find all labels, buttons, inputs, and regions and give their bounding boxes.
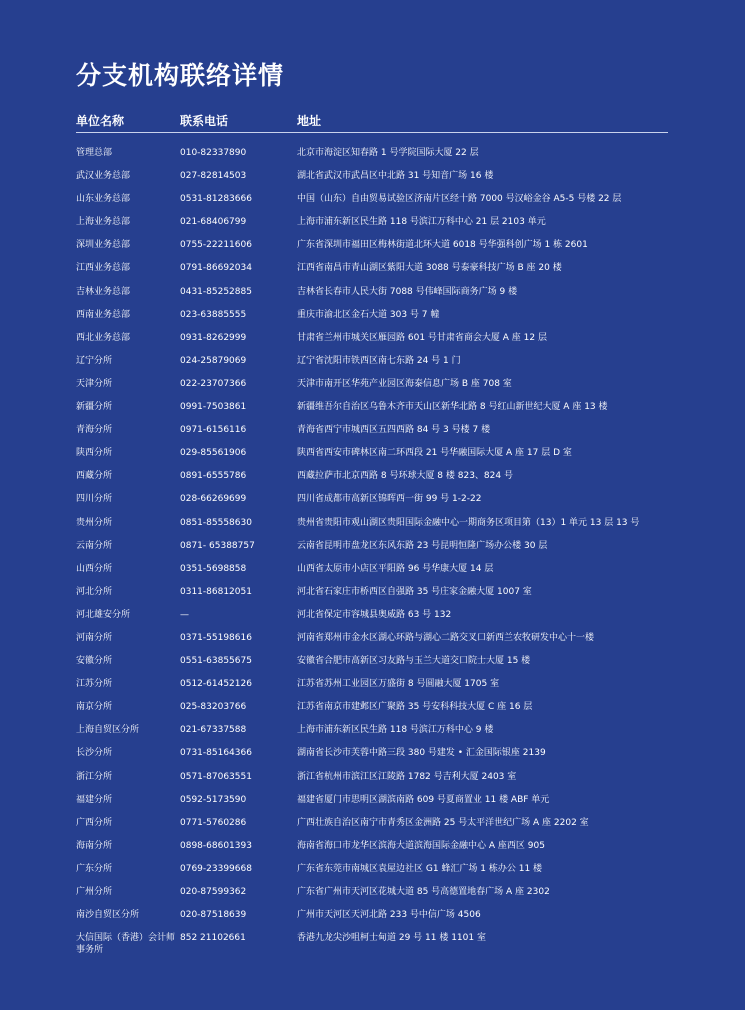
- table-row: [76, 881, 668, 904]
- branch-address: 吉林省长春市人民大街 7088 号伟峰国际商务广场 9 楼: [297, 286, 518, 297]
- branch-address: 广西壮族自治区南宁市青秀区金洲路 25 号太平洋世纪广场 A 座 2202 室: [297, 817, 589, 828]
- branch-address: 贵州省贵阳市观山湖区贵阳国际金融中心一期商务区项目第（13）1 单元 13 层 13 号: [297, 517, 640, 528]
- table-row: [76, 257, 668, 280]
- branch-phone: 0592-5173590: [180, 794, 247, 805]
- table-row: [76, 442, 668, 465]
- table-row: [76, 766, 668, 789]
- table-row: [76, 719, 668, 742]
- branch-phone: 0755-22211606: [180, 240, 252, 251]
- branch-address: 广东省深圳市福田区梅林街道北环大道 6018 号华强科创广场 1 栋 2601: [297, 240, 588, 251]
- branch-phone: 020-87599362: [180, 887, 247, 897]
- branch-phone: —: [180, 609, 189, 620]
- table-row: [76, 512, 668, 535]
- branch-name: 江苏分所: [76, 679, 113, 690]
- branch-phone: 0769-23399668: [180, 863, 252, 874]
- branch-name: 辽宁分所: [76, 355, 113, 366]
- branch-phone: 0991-7503861: [180, 402, 247, 413]
- branch-name: 云南分所: [76, 540, 113, 551]
- branch-phone: 0371-55198616: [180, 632, 252, 643]
- branch-phone: 0791-86692034: [180, 263, 252, 274]
- branch-name: 上海自贸区分所: [76, 725, 140, 736]
- branch-address: 广东省东莞市南城区袁屋边社区 G1 蜂汇广场 1 栋办公 11 楼: [297, 863, 543, 874]
- branch-address: 河北省保定市容城县奥威路 63 号 132: [297, 609, 452, 620]
- branch-name: 河北雄安分所: [76, 609, 131, 620]
- table-row: [76, 327, 668, 350]
- table-row: [76, 211, 668, 234]
- table-row: [76, 142, 668, 165]
- branch-name: 广州分所: [76, 887, 113, 897]
- table-row: [76, 188, 668, 211]
- table-row: [76, 373, 668, 396]
- page-title: 分支机构联络详情: [76, 61, 285, 90]
- branch-phone: 0771-5760286: [180, 817, 247, 828]
- branch-phone: 025-83203766: [180, 702, 247, 713]
- branch-name: 西南业务总部: [76, 309, 131, 320]
- table-row: [76, 396, 668, 419]
- branch-name: 南京分所: [76, 702, 113, 713]
- branch-address: 四川省成都市高新区锦晖西一街 99 号 1-2-22: [297, 494, 482, 505]
- branch-address: 西藏拉萨市北京西路 8 号环球大厦 8 楼 823、824 号: [297, 471, 513, 482]
- branch-address: 福建省厦门市思明区湖滨南路 609 号夏商置业 11 楼 ABF 单元: [297, 794, 550, 805]
- branch-address: 辽宁省沈阳市铁西区南七东路 24 号 1 门: [297, 355, 461, 366]
- branch-address: 海南省海口市龙华区滨海大道滨海国际金融中心 A 座西区 905: [297, 840, 545, 851]
- branch-name: 贵州分所: [76, 517, 113, 528]
- table-row: [76, 627, 668, 650]
- branch-address: 浙江省杭州市滨江区江陵路 1782 号吉利大厦 2403 室: [297, 771, 517, 782]
- branch-phone: 0898-68601393: [180, 840, 252, 851]
- branch-address: 天津市南开区华苑产业园区海泰信息广场 B 座 708 室: [297, 378, 512, 389]
- table-row: [76, 696, 668, 719]
- branch-name: 河北分所: [76, 586, 113, 597]
- branch-phone: 027-82814503: [180, 171, 247, 182]
- table-row: [76, 927, 668, 963]
- branch-address: 广东省广州市天河区花城大道 85 号高德置地春广场 A 座 2302: [297, 887, 550, 897]
- header-address: 地址: [297, 114, 322, 128]
- header-phone: 联系电话: [180, 114, 229, 128]
- branch-address: 陕西省西安市碑林区南二环西段 21 号华融国际大厦 A 座 17 层 D 室: [297, 448, 572, 459]
- table-row: [76, 904, 668, 927]
- branch-address: 新疆维吾尔自治区乌鲁木齐市天山区新华北路 8 号红山新世纪大厦 A 座 13 楼: [297, 402, 608, 413]
- branch-address: 上海市浦东新区民生路 118 号滨江万科中心 9 楼: [297, 725, 494, 736]
- table-row: [76, 304, 668, 327]
- table-row: [76, 281, 668, 304]
- branch-phone: 0871- 65388757: [180, 540, 255, 551]
- branch-address: 云南省昆明市盘龙区东风东路 23 号昆明恒隆广场办公楼 30 层: [297, 540, 548, 551]
- branch-name: 安徽分所: [76, 656, 113, 667]
- branch-name: 大信国际（香港）会计师事务所: [76, 933, 176, 956]
- branch-phone: 022-23707366: [180, 378, 247, 389]
- branch-phone: 852 21102661: [180, 933, 246, 944]
- branch-address: 山西省太原市小店区平阳路 96 号华康大厦 14 层: [297, 563, 494, 574]
- branch-name: 新疆分所: [76, 402, 113, 413]
- branch-phone: 0971-6156116: [180, 425, 247, 436]
- branch-name: 山东业务总部: [76, 194, 131, 205]
- branch-phone: 028-66269699: [180, 494, 247, 505]
- branch-phone: 010-82337890: [180, 148, 247, 158]
- table-row: [76, 234, 668, 257]
- branch-name: 江西业务总部: [76, 263, 131, 274]
- branch-phone: 0431-85252885: [180, 286, 252, 297]
- branch-phone: 021-68406799: [180, 217, 247, 228]
- branch-address: 北京市海淀区知春路 1 号学院国际大厦 22 层: [297, 148, 479, 158]
- table-row: [76, 350, 668, 373]
- branch-phone: 0551-63855675: [180, 656, 252, 667]
- branch-list: [76, 142, 668, 963]
- branch-phone: 029-85561906: [180, 448, 247, 459]
- branch-name: 山西分所: [76, 563, 113, 574]
- branch-address: 安徽省合肥市高新区习友路与玉兰大道交口院士大厦 15 楼: [297, 656, 531, 667]
- table-row: [76, 535, 668, 558]
- branch-name: 陕西分所: [76, 448, 113, 459]
- branch-phone: 024-25879069: [180, 355, 247, 366]
- branch-address: 湖南省长沙市芙蓉中路三段 380 号建发 • 汇金国际银座 2139: [297, 748, 546, 759]
- branch-address: 上海市浦东新区民生路 118 号滨江万科中心 21 层 2103 单元: [297, 217, 546, 228]
- branch-phone: 0531-81283666: [180, 194, 252, 205]
- branch-name: 四川分所: [76, 494, 113, 505]
- table-row: [76, 419, 668, 442]
- table-row: [76, 558, 668, 581]
- branch-phone: 0512-61452126: [180, 679, 252, 690]
- branch-phone: 020-87518639: [180, 910, 247, 921]
- branch-name: 管理总部: [76, 148, 113, 158]
- branch-phone: 0891-6555786: [180, 471, 247, 482]
- branch-address: 河南省郑州市金水区湖心环路与湖心二路交叉口新西兰农牧研发中心十一楼: [297, 632, 595, 643]
- table-row: [76, 488, 668, 511]
- branch-name: 南沙自贸区分所: [76, 910, 140, 921]
- table-row: [76, 581, 668, 604]
- branch-name: 海南分所: [76, 840, 113, 851]
- table-row: [76, 789, 668, 812]
- branch-address: 重庆市渝北区金石大道 303 号 7 幢: [297, 309, 440, 320]
- branch-address: 广州市天河区天河北路 233 号中信广场 4506: [297, 910, 481, 921]
- branch-address: 江苏省南京市建邺区广聚路 35 号安科科技大厦 C 座 16 层: [297, 702, 533, 713]
- branch-phone: 0731-85164366: [180, 748, 252, 759]
- table-header: [76, 110, 668, 133]
- branch-address: 江苏省苏州工业园区万盛街 8 号圆融大厦 1705 室: [297, 679, 500, 690]
- table-row: [76, 812, 668, 835]
- branch-address: 香港九龙尖沙咀柯士甸道 29 号 11 楼 1101 室: [297, 933, 486, 944]
- branch-name: 上海业务总部: [76, 217, 131, 228]
- table-row: [76, 835, 668, 858]
- branch-phone: 0851-85558630: [180, 517, 252, 528]
- branch-name: 西藏分所: [76, 471, 113, 482]
- branch-name: 广西分所: [76, 817, 113, 828]
- branch-phone: 0931-8262999: [180, 332, 247, 343]
- branch-name: 广东分所: [76, 863, 113, 874]
- branch-name: 吉林业务总部: [76, 286, 131, 297]
- header-name: 单位名称: [76, 114, 125, 128]
- branch-address: 湖北省武汉市武昌区中北路 31 号知音广场 16 楼: [297, 171, 494, 182]
- table-row: [76, 465, 668, 488]
- table-row: [76, 604, 668, 627]
- branch-name: 浙江分所: [76, 771, 113, 782]
- branch-address: 甘肃省兰州市城关区雁园路 601 号甘肃省商会大厦 A 座 12 层: [297, 332, 547, 343]
- branch-phone: 0571-87063551: [180, 771, 252, 782]
- branch-name: 武汉业务总部: [76, 171, 131, 182]
- branch-name: 长沙分所: [76, 748, 113, 759]
- branch-phone: 0311-86812051: [180, 586, 252, 597]
- table-row: [76, 165, 668, 188]
- branch-name: 深圳业务总部: [76, 240, 131, 251]
- table-row: [76, 650, 668, 673]
- branch-name: 青海分所: [76, 425, 113, 436]
- table-row: [76, 742, 668, 765]
- branch-address: 河北省石家庄市桥西区自强路 35 号庄家金融大厦 1007 室: [297, 586, 532, 597]
- branch-phone: 021-67337588: [180, 725, 247, 736]
- table-row: [76, 673, 668, 696]
- branch-address: 江西省南昌市青山湖区紫阳大道 3088 号泰豪科技广场 B 座 20 楼: [297, 263, 562, 274]
- branch-address: 中国（山东）自由贸易试验区济南片区经十路 7000 号汉峪金谷 A5-5 号楼 22 层: [297, 194, 622, 205]
- branch-name: 河南分所: [76, 632, 113, 643]
- branch-name: 天津分所: [76, 378, 113, 389]
- branch-phone: 0351-5698858: [180, 563, 247, 574]
- branch-name: 西北业务总部: [76, 332, 131, 343]
- branch-address: 青海省西宁市城西区五四西路 84 号 3 号楼 7 楼: [297, 425, 491, 436]
- branch-name: 福建分所: [76, 794, 113, 805]
- table-row: [76, 858, 668, 881]
- branch-phone: 023-63885555: [180, 309, 247, 320]
